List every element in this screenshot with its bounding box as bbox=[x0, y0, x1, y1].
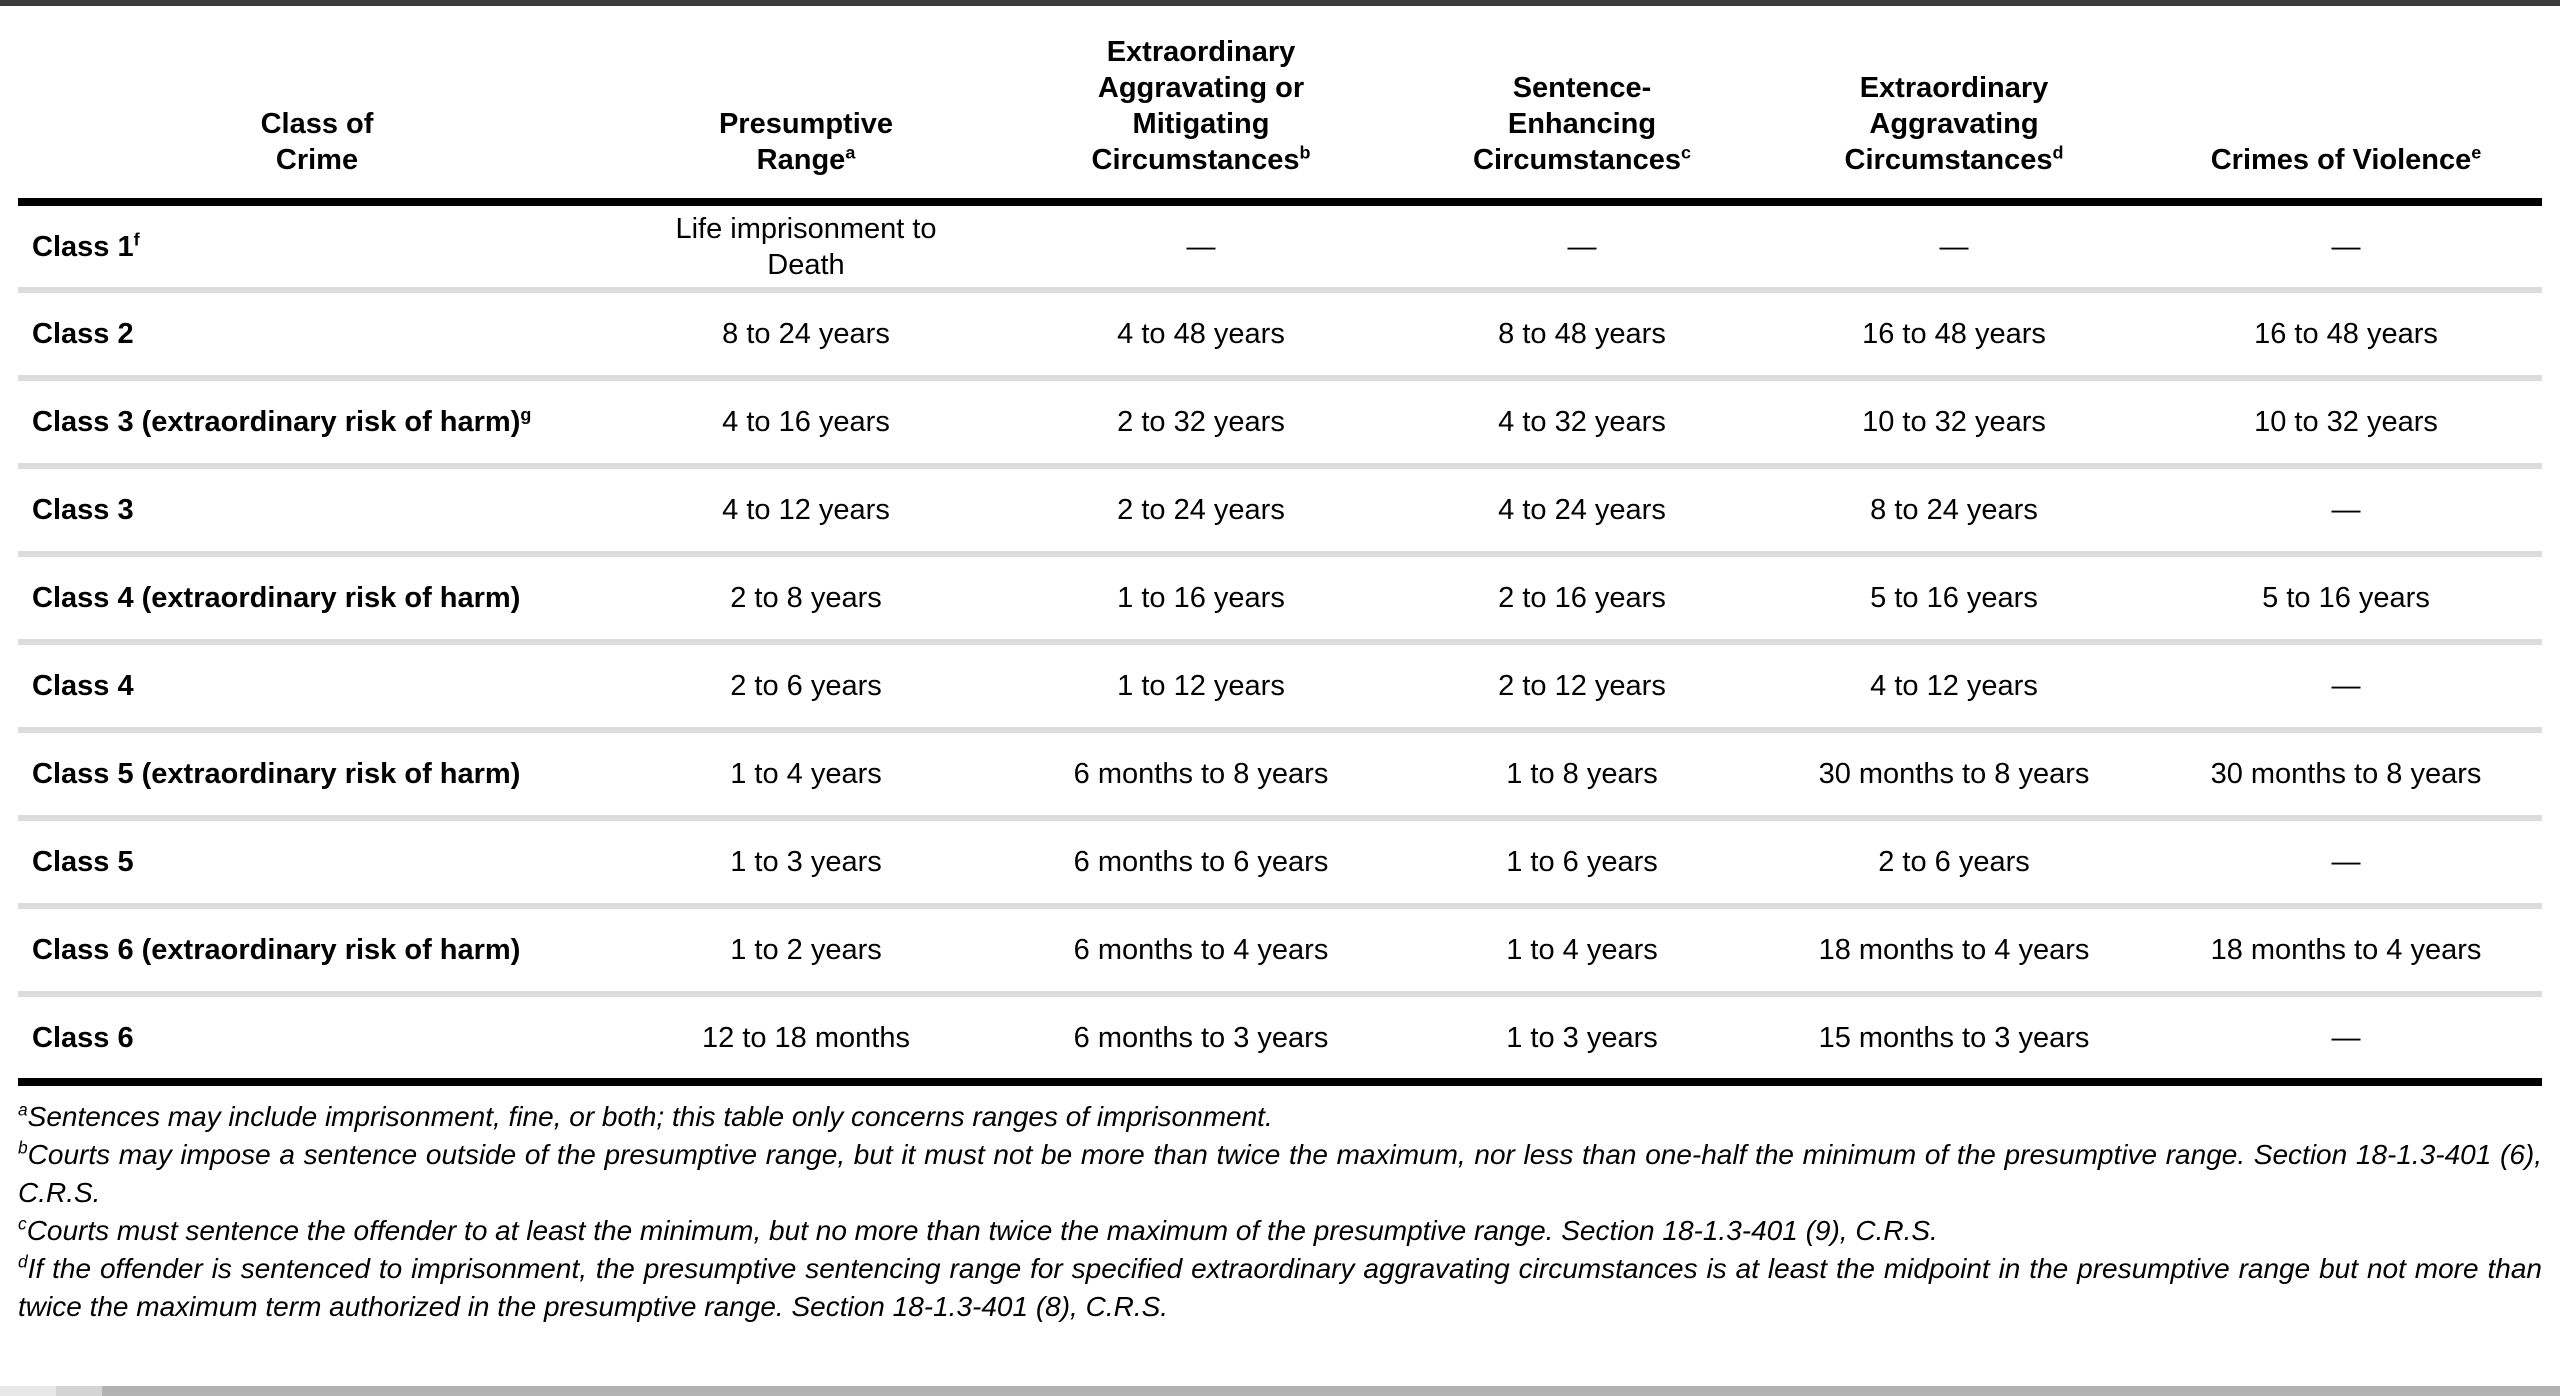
table-cell: 18 months to 4 years bbox=[2150, 906, 2542, 994]
table-cell: 2 to 12 years bbox=[1406, 642, 1758, 730]
table-cell: 2 to 6 years bbox=[616, 642, 996, 730]
table-cell: 15 months to 3 years bbox=[1758, 994, 2150, 1082]
footnote-a: $^a$Sentences may include imprisonment, fine, or both; this table only concerns ranges of imprisonment. bbox=[18, 1099, 1273, 1132]
scrollbar-corner bbox=[0, 1386, 56, 1396]
table-cell: 1 to 2 years bbox=[616, 906, 996, 994]
table-row-class-3 bbox=[18, 466, 2542, 554]
table-cell: 4 to 16 years bbox=[616, 378, 996, 466]
table-row-class-6-extraordinary-risk bbox=[18, 906, 2542, 994]
row-label: Class 4 (extraordinary risk of harm) bbox=[18, 554, 616, 642]
row-label: Class 3 (extraordinary risk of harm)$^g$ bbox=[18, 378, 616, 466]
scrollbar-track[interactable] bbox=[56, 1386, 102, 1396]
row-label: Class 1$^f$ bbox=[32, 228, 140, 263]
footnote-d: $^d$If the offender is sentenced to imprisonment, the presumptive sentencing range for specified extraordinary aggravating circumstances is at least the midpoint in the presumptive range but not more than twice the maximum term authorized in the presumptive range. Section 18-1.3-401 (8), C.R.S. bbox=[18, 1251, 2542, 1322]
table-cell: — bbox=[2150, 994, 2542, 1082]
table-cell: 6 months to 4 years bbox=[996, 906, 1406, 994]
table-cell: 5 to 16 years bbox=[2150, 554, 2542, 642]
table-cell: 1 to 8 years bbox=[1406, 730, 1758, 818]
footnotes-section bbox=[18, 1098, 2542, 1326]
table-cell: 18 months to 4 years bbox=[1758, 906, 2150, 994]
table-cell: 4 to 24 years bbox=[1406, 466, 1758, 554]
table-cell: Life imprisonment to Death bbox=[675, 212, 937, 281]
table-header bbox=[18, 6, 2542, 202]
table-row-class-5 bbox=[18, 818, 2542, 906]
table-cell: 1 to 4 years bbox=[1406, 906, 1758, 994]
table-row-class-2 bbox=[18, 290, 2542, 378]
table-cell: 1 to 12 years bbox=[996, 642, 1406, 730]
table-cell: 30 months to 8 years bbox=[1758, 730, 2150, 818]
row-label: Class 5 (extraordinary risk of harm) bbox=[18, 730, 616, 818]
row-label: Class 3 bbox=[18, 466, 616, 554]
table-cell: 6 months to 3 years bbox=[996, 994, 1406, 1082]
table-cell: 16 to 48 years bbox=[1758, 290, 2150, 378]
column-header-extraordinary-aggravating-or-mitigating: Extraordinary Aggravating or Mitigating Circumstances$^b$ bbox=[996, 6, 1406, 202]
table-row-class-6 bbox=[18, 994, 2542, 1082]
table-cell: 10 to 32 years bbox=[2150, 378, 2542, 466]
table-row-class-5-extraordinary-risk bbox=[18, 730, 2542, 818]
table-cell: 30 months to 8 years bbox=[2150, 730, 2542, 818]
row-label: Class 4 bbox=[18, 642, 616, 730]
row-label: Class 2 bbox=[18, 290, 616, 378]
table-cell: 4 to 48 years bbox=[996, 290, 1406, 378]
table-cell: 2 to 24 years bbox=[996, 466, 1406, 554]
table-cell: — bbox=[1186, 230, 1216, 263]
viewer-top-bar bbox=[0, 0, 2560, 6]
table-cell: — bbox=[1939, 230, 1969, 263]
table-cell: 6 months to 6 years bbox=[996, 818, 1406, 906]
table-cell: 16 to 48 years bbox=[2150, 290, 2542, 378]
table-cell: 1 to 4 years bbox=[616, 730, 996, 818]
row-label: Class 6 (extraordinary risk of harm) bbox=[18, 906, 616, 994]
table-cell: — bbox=[2150, 642, 2542, 730]
column-header-extraordinary-aggravating: Extraordinary Aggravating Circumstances$^d$ bbox=[1758, 6, 2150, 202]
table-row-class-3-extraordinary-risk bbox=[18, 378, 2542, 466]
table-cell: 12 to 18 months bbox=[616, 994, 996, 1082]
table-cell: 2 to 32 years bbox=[996, 378, 1406, 466]
table-cell: 1 to 16 years bbox=[996, 554, 1406, 642]
table-cell: 6 months to 8 years bbox=[996, 730, 1406, 818]
table-cell: 1 to 6 years bbox=[1406, 818, 1758, 906]
table-cell: 2 to 6 years bbox=[1758, 818, 2150, 906]
table-cell: 4 to 12 years bbox=[616, 466, 996, 554]
column-header-crimes-of-violence: Crimes of Violence$^e$ bbox=[2150, 6, 2542, 202]
table-cell: 4 to 32 years bbox=[1406, 378, 1758, 466]
table-cell: — bbox=[2150, 818, 2542, 906]
table-cell: 8 to 48 years bbox=[1406, 290, 1758, 378]
table-cell: — bbox=[2331, 230, 2361, 263]
table-cell: 1 to 3 years bbox=[1406, 994, 1758, 1082]
row-label: Class 6 bbox=[18, 994, 616, 1082]
footnote-b: $^b$Courts may impose a sentence outside of the presumptive range, but it must not be more than twice the maximum, nor less than one-half the minimum of the presumptive range. Section 18-1.3-401 (6), C.R.S. bbox=[18, 1137, 2542, 1208]
row-label: Class 5 bbox=[18, 818, 616, 906]
table-cell: 8 to 24 years bbox=[616, 290, 996, 378]
table-cell: 8 to 24 years bbox=[1758, 466, 2150, 554]
table-row-class-4-extraordinary-risk bbox=[18, 554, 2542, 642]
table-header-row bbox=[18, 6, 2542, 202]
table-row-class-4 bbox=[18, 642, 2542, 730]
column-header-class-of-crime: Class of Crime bbox=[18, 6, 616, 202]
table-cell: 10 to 32 years bbox=[1758, 378, 2150, 466]
sentencing-ranges-table bbox=[18, 6, 2542, 1086]
table-cell: — bbox=[2150, 466, 2542, 554]
column-header-sentence-enhancing: Sentence-Enhancing Circumstances$^c$ bbox=[1406, 6, 1758, 202]
table-cell: 4 to 12 years bbox=[1758, 642, 2150, 730]
table-cell: 5 to 16 years bbox=[1758, 554, 2150, 642]
table-cell: 1 to 3 years bbox=[616, 818, 996, 906]
column-header-presumptive-range: Presumptive Range$^a$ bbox=[616, 6, 996, 202]
table-cell: 2 to 16 years bbox=[1406, 554, 1758, 642]
table-cell: 2 to 8 years bbox=[616, 554, 996, 642]
scrollbar-thumb[interactable] bbox=[102, 1386, 2560, 1396]
table-body bbox=[18, 202, 2542, 1082]
horizontal-scrollbar[interactable] bbox=[0, 1386, 2560, 1396]
table-cell: — bbox=[1567, 230, 1597, 263]
table-row-class-1 bbox=[18, 202, 2542, 290]
footnote-c: $^c$Courts must sentence the offender to at least the minimum, but no more than twice the maximum of the presumptive range. Section 18-1.3-401 (9), C.R.S. bbox=[18, 1213, 1938, 1246]
